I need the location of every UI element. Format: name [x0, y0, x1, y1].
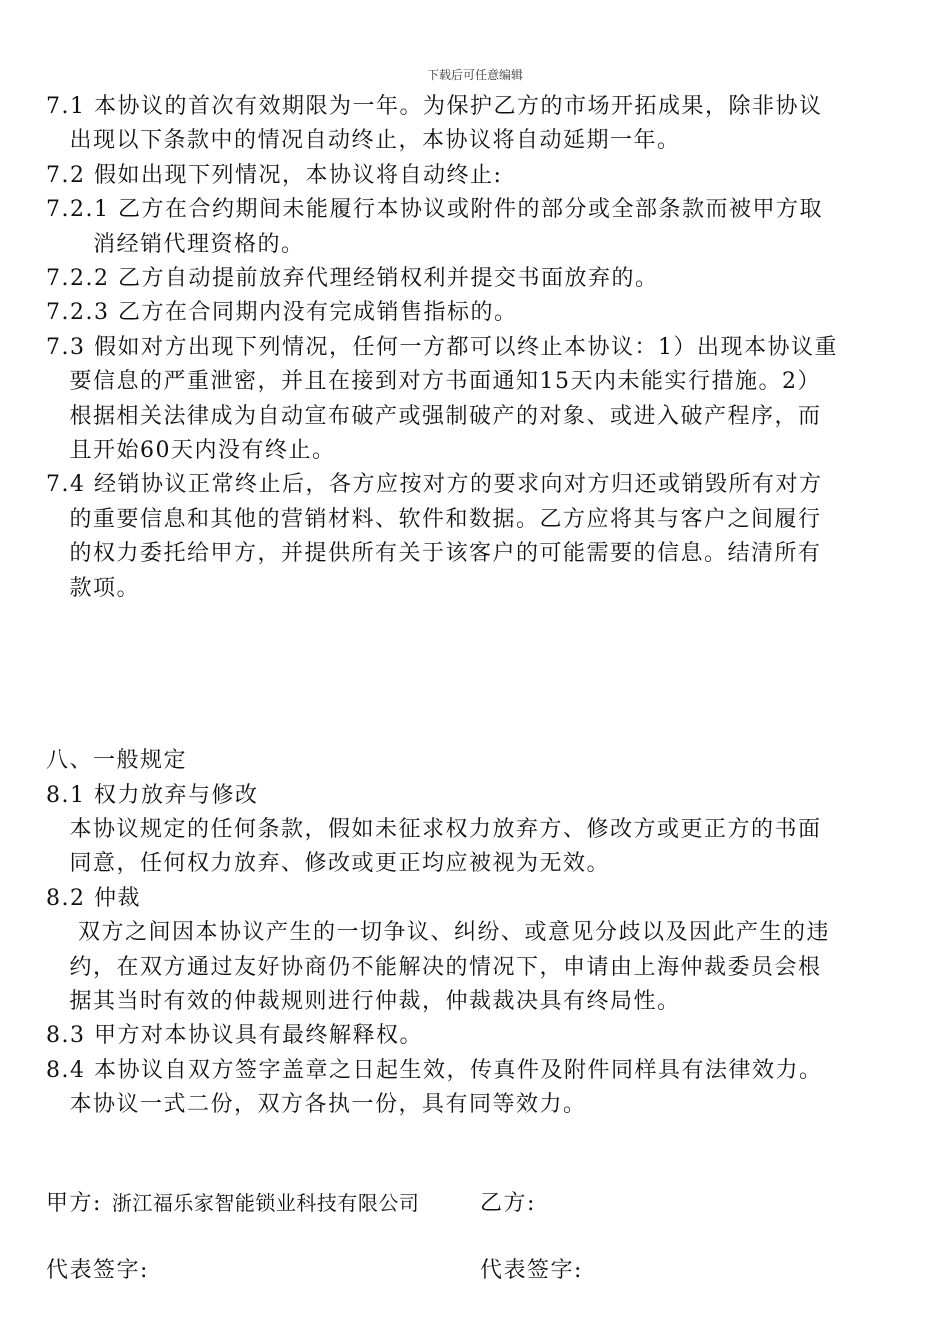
text-line: 的重要信息和其他的营销材料、软件和数据。乙方应将其与客户之间履行 [46, 506, 822, 532]
text-line: 双方之间因本协议产生的一切争议、纠纷、或意见分歧以及因此产生的违 [46, 920, 830, 946]
text-line: 同意，任何权力放弃、修改或更正均应被视为无效。 [46, 851, 611, 877]
party-a-representative-label: 代表签字: [46, 1258, 149, 1283]
header-note: 下载后可任意编辑 [426, 68, 523, 82]
text-line: 8.1 权力放弃与修改 [46, 782, 259, 808]
text-line: 7.1 本协议的首次有效期限为一年。为保护乙方的市场开拓成果，除非协议 [46, 94, 823, 119]
paragraph-p7-2-1 [46, 193, 906, 262]
text-line: 7.3 假如对方出现下列情况，任何一方都可以终止本协议：1）出现本协议重 [46, 334, 838, 360]
text-line: 8.4 本协议自双方签字盖章之日起生效，传真件及附件同样具有法律效力。 [46, 1057, 823, 1083]
party-a [46, 1186, 419, 1217]
section-7-termination [46, 90, 906, 606]
section-8-general-provisions [46, 744, 906, 1122]
text-line: 款项。 [46, 575, 141, 601]
text-line: 且开始60天内没有终止。 [46, 438, 336, 464]
text-line: 根据相关法律成为自动宣布破产或强制破产的对象、或进入破产程序，而 [46, 403, 822, 429]
paragraph-p8-4 [46, 1054, 906, 1123]
text-line: 8.3 甲方对本协议具有最终解释权。 [46, 1023, 423, 1049]
text-line: 约，在双方通过友好协商仍不能解决的情况下，申请由上海仲裁委员会根 [46, 954, 822, 980]
text-line: 本协议一式二份，双方各执一份，具有同等效力。 [46, 1092, 587, 1118]
agreement-body [46, 90, 906, 1123]
paragraph-p8-1-body [46, 813, 906, 882]
party-b-representative-label: 代表签字: [480, 1258, 583, 1283]
text-line: 7.2.1 乙方在合约期间未能履行本协议或附件的部分或全部条款而被甲方取 [46, 197, 823, 223]
party-b-label: 乙方: [480, 1191, 536, 1216]
paragraph-p8-2-body [46, 916, 906, 1019]
text-line: 7.4 经销协议正常终止后，各方应按对方的要求向对方归还或销毁所有对方 [46, 472, 823, 498]
paragraph-p8-3 [46, 1019, 906, 1053]
paragraph-p7-2-2 [46, 262, 906, 296]
paragraph-p7-2 [46, 159, 906, 193]
paragraph-p7-1 [46, 90, 906, 159]
paragraph-p8-2 [46, 882, 906, 916]
paragraph-s8-title [46, 744, 906, 778]
text-line: 的权力委托给甲方，并提供所有关于该客户的可能需要的信息。结清所有 [46, 541, 822, 567]
text-line: 出现以下条款中的情况自动终止，本协议将自动延期一年。 [46, 128, 681, 154]
text-line: 7.2.2 乙方自动提前放弃代理经销权利并提交书面放弃的。 [46, 266, 659, 292]
text-line: 据其当时有效的仲裁规则进行仲裁，仲裁裁决具有终局性。 [46, 988, 681, 1014]
paragraph-p7-2-3 [46, 296, 906, 330]
party-a-name: 浙江福乐家智能锁业科技有限公司 [111, 1191, 420, 1215]
text-line: 8.2 仲裁 [46, 885, 141, 911]
text-line: 7.2 假如出现下列情况，本协议将自动终止: [46, 162, 503, 188]
paragraph-p7-4 [46, 468, 906, 606]
paragraph-p7-3 [46, 331, 906, 469]
text-line: 本协议规定的任何条款，假如未征求权力放弃方、修改方或更正方的书面 [46, 816, 822, 842]
text-line: 消经销代理资格的。 [46, 231, 305, 257]
paragraph-p8-1 [46, 779, 906, 813]
text-line: 7.2.3 乙方在合同期内没有完成销售指标的。 [46, 300, 518, 326]
text-line: 八、一般规定 [46, 748, 188, 774]
text-line: 要信息的严重泄密，并且在接到对方书面通知15天内未能实行措施。2） [46, 369, 821, 395]
party-a-label: 甲方: [46, 1191, 102, 1216]
